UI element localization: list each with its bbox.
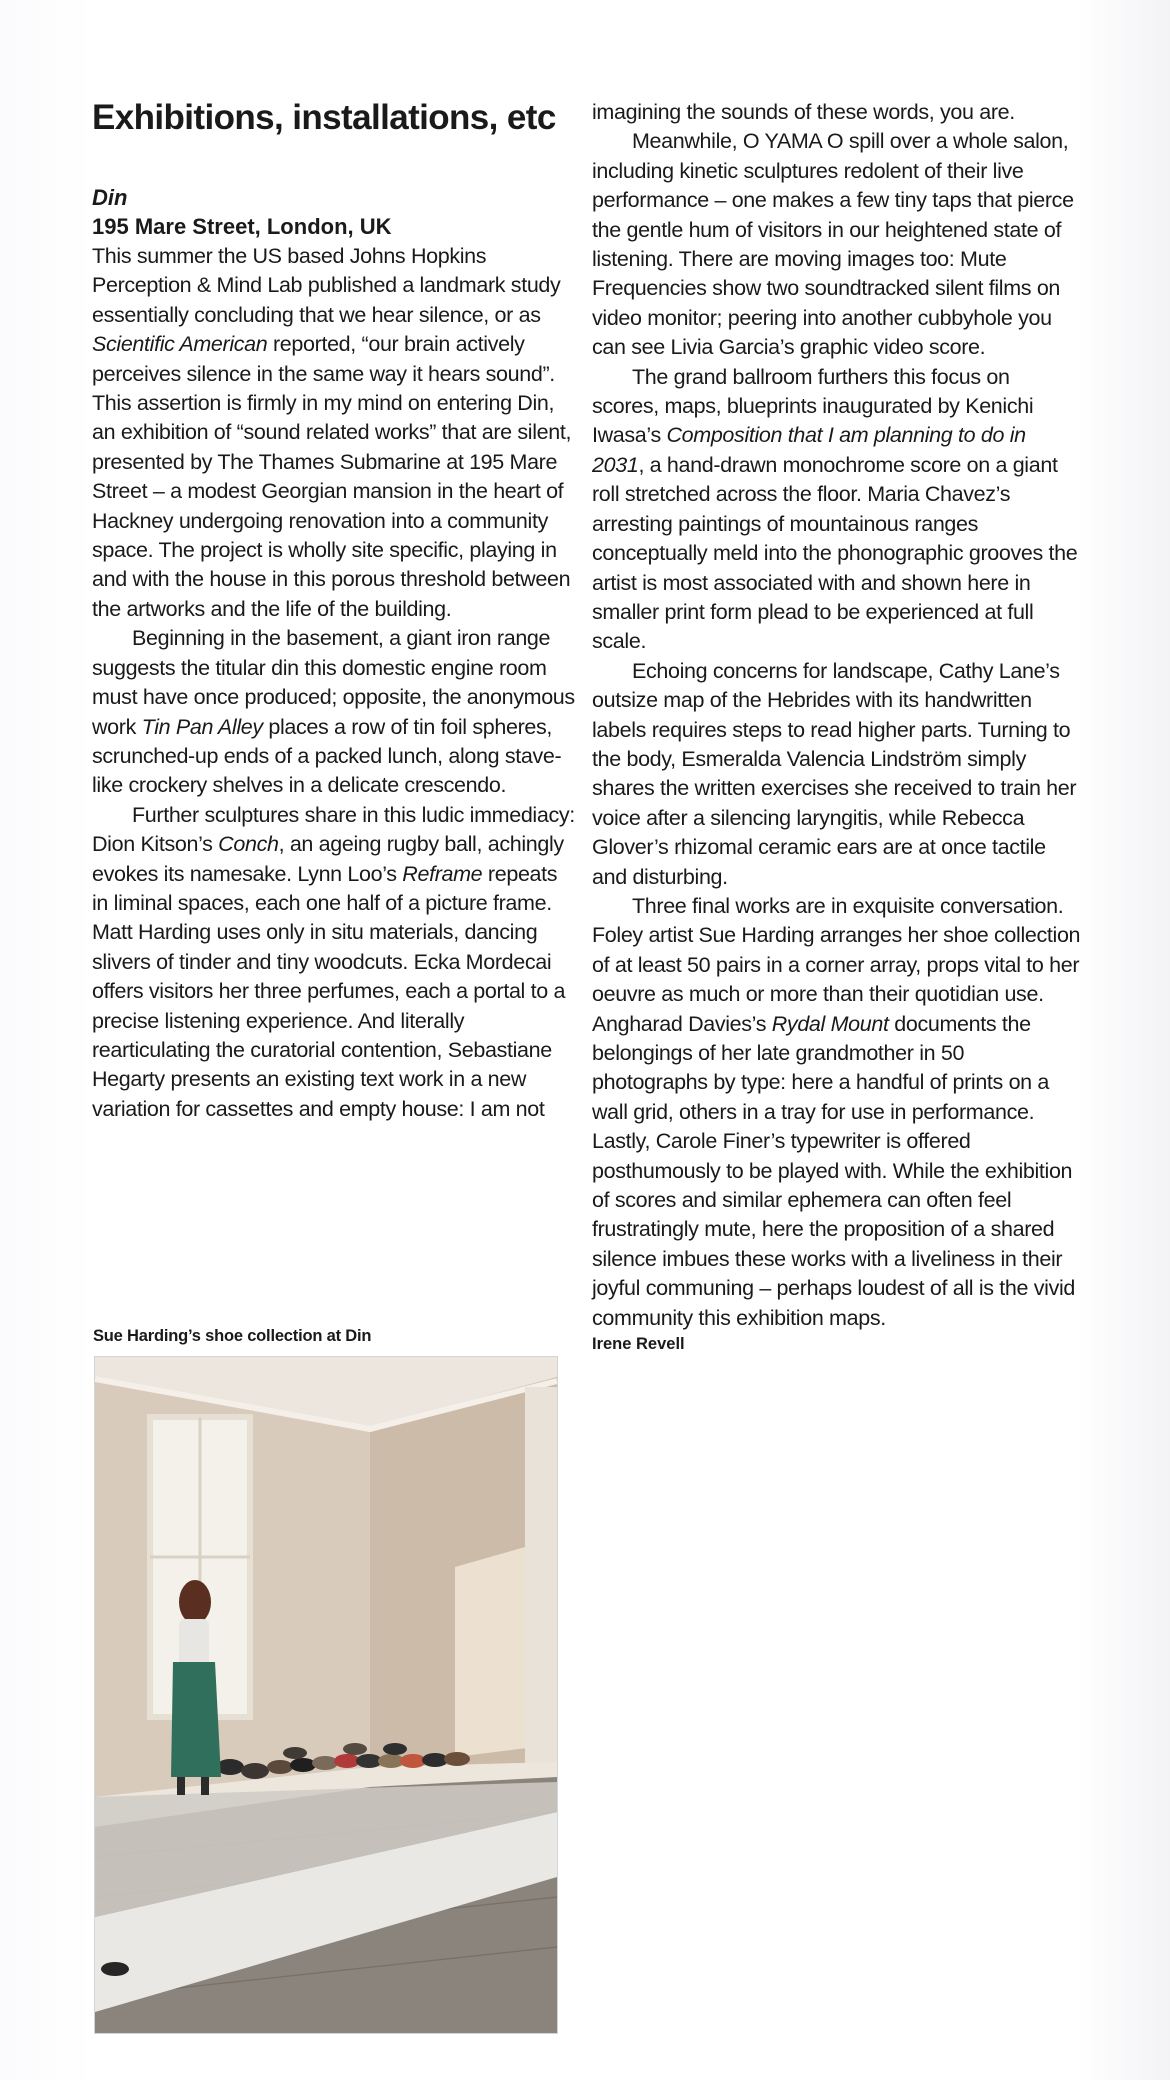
- text-run: The grand ballroom furthers this focus on scores, maps, blueprints inaugurated by Kenichi Iwasa’s: [592, 364, 1034, 448]
- text-run: , a hand-drawn monochrome score on a giant roll stretched across the floor. Maria Chavez’s arresting paintings of mountainous ranges conceptually meld into the phonographic grooves the artist is most associated with and shown here in smaller print form plead to be experienced at full scale.: [592, 452, 1078, 654]
- photo-sunlight: [455, 1547, 535, 1757]
- left-body-text: [92, 242, 577, 1124]
- italic-title: Rydal Mount: [771, 1011, 889, 1036]
- text-run: This summer the US based Johns Hopkins Perception & Mind Lab published a landmark study essentially concluding that we hear silence, or as: [92, 244, 561, 327]
- paragraph: [92, 624, 577, 800]
- text-run: documents the belongings of her late grandmother in 50 photographs by type: here a handful of prints on a wall grid, others in a tray for use in performance. Lastly, Carole Finer’s typewriter is offered posthumously to be played with. While the exhibition of scores and similar ephemera can often feel frustratingly mute, here the proposition of a shared silence imbues these works with a liveliness in their joyful communing – perhaps loudest of all is the vivid community this exhibition maps.: [592, 1011, 1076, 1330]
- photo-caption: Sue Harding’s shoe collection at Din: [93, 1327, 372, 1345]
- text-run: imagining the sounds of these words, you are.: [592, 100, 1015, 124]
- text-run: Further sculptures share in this ludic immediacy: Dion Kitson’s: [92, 802, 575, 857]
- italic-title: Scientific American: [92, 332, 268, 357]
- byline: Irene Revell: [592, 1335, 685, 1354]
- photo-icon: [95, 1357, 557, 2033]
- text-run: reported, “our brain actively perceives silence in the same way it hears sound”. This assertion is firmly in my mind on entering Din, an exhibition of “sound related works” that are silent, presented by The Thames Submarine at 195 Mare Street – a modest Georgian mansion in the heart of Hackney undergoing renovation into a community space. The project is wholly site specific, playing in and with the house in this porous threshold between the artworks and the life of the building.: [92, 332, 572, 621]
- left-column: [92, 96, 577, 1124]
- italic-title: Reframe: [402, 861, 483, 886]
- photo-door: [525, 1387, 557, 1777]
- text-run: Echoing concerns for landscape, Cathy Lane’s outsize map of the Hebrides with its handwritten labels requires steps to read higher parts. Turning to the body, Esmeralda Valencia Lindström simply shares the written exercises she received to train her voice after a silencing laryngitis, while Rebecca Glover’s rhizomal ceramic ears are at once tactile and disturbing.: [592, 658, 1077, 889]
- italic-title: Conch: [218, 832, 279, 857]
- paragraph: [92, 801, 577, 1124]
- paragraph: [592, 127, 1082, 362]
- text-run: , an ageing rugby ball, achingly evokes its namesake. Lynn Loo’s: [92, 832, 564, 886]
- paragraph: [92, 242, 577, 624]
- right-column: [592, 98, 1082, 1354]
- exhibition-venue: 195 Mare Street, London, UK: [92, 214, 392, 239]
- italic-title: Tin Pan Alley: [141, 714, 263, 739]
- paragraph: [592, 98, 1082, 127]
- paragraph: [592, 892, 1082, 1333]
- paragraph: [592, 363, 1082, 657]
- paragraph: [592, 657, 1082, 892]
- text-run: repeats in liminal spaces, each one half of a picture frame. Matt Harding uses only in situ materials, dancing slivers of tinder and tiny woodcuts. Ecka Mordecai offers visitors her three perfumes, each a portal to a precise listening experience. And literally rearticulating the curatorial contention, Sebastiane Hegarty presents an existing text work in a new variation for cassettes and empty house: I am not: [92, 861, 566, 1121]
- italic-title: Composition that I am planning to do in 2031: [592, 423, 1026, 477]
- right-body-text: [592, 98, 1082, 1333]
- text-run: Beginning in the basement, a giant iron range suggests the titular din this domestic engine room must have once produced; opposite, the anonymous work: [92, 626, 575, 739]
- section-title: Exhibitions, installations, etc: [92, 98, 556, 137]
- text-run: Three final works are in exquisite conversation. Foley artist Sue Harding arranges her shoe collection of at least 50 pairs in a corner array, props vital to her oeuvre as much or more than their quotidian use. Angharad Davies’s: [592, 893, 1081, 1036]
- exhibition-photo: [94, 1356, 558, 2034]
- exhibition-title: Din: [92, 185, 128, 210]
- text-run: Meanwhile, O YAMA O spill over a whole salon, including kinetic sculptures redolent of their live performance – one makes a few tiny taps that pierce the gentle hum of visitors in our heightened state of listening. There are moving images too: Mute Frequencies show two soundtracked silent films on video monitor; peering into another cubbyhole you can see Livia Garcia’s graphic video score.: [592, 129, 1074, 360]
- text-run: places a row of tin foil spheres, scrunched-up ends of a packed lunch, along stave-like crockery shelves in a delicate crescendo.: [92, 714, 562, 798]
